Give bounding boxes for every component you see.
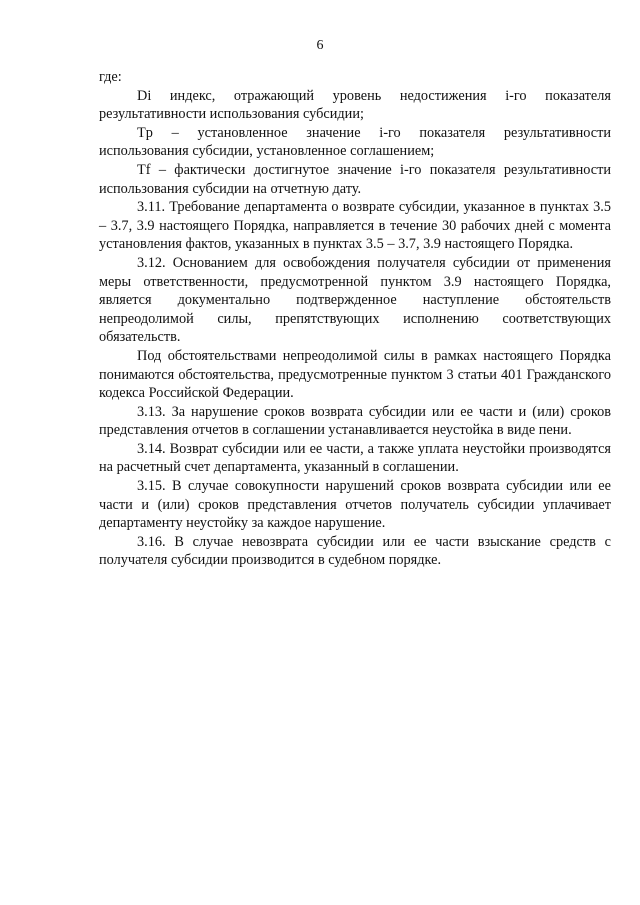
paragraph-3-15: 3.15. В случае совокупности нарушений сроков возврата субсидии или ее части и (или) сроков представления отчетов получатель субсидии уплачивает департаменту неустойку за каждое нарушение.	[99, 478, 611, 532]
page-number: 6	[316, 38, 324, 53]
paragraph-di-definition: Di индекс, отражающий уровень недостижения i-го показателя результативности использования субсидии;	[99, 87, 611, 123]
paragraph-3-11: 3.11. Требование департамента о возврате субсидии, указанное в пунктах 3.5 – 3.7, 3.9 настоящего Порядка, направляется в течение 30 рабочих дней с момента установления фактов, указанных в пунктах 3.5 – 3.7, 3.9 настоящего Порядка.	[99, 199, 611, 253]
paragraph-where: где:	[99, 69, 122, 85]
paragraph-tf-definition: Tf – фактически достигнутое значение i-го показателя результативности использования субсидии на отчетную дату.	[99, 161, 611, 197]
paragraph-3-16: 3.16. В случае невозврата субсидии или ее части взыскание средств с получателя субсидии производится в судебном порядке.	[99, 533, 611, 569]
document-body	[99, 68, 611, 570]
paragraph-force-majeure: Под обстоятельствами непреодолимой силы в рамках настоящего Порядка понимаются обстоятельства, предусмотренные пунктом 3 статьи 401 Гражданского кодекса Российской Федерации.	[99, 347, 611, 402]
paragraph-3-14: 3.14. Возврат субсидии или ее части, а также уплата неустойки производятся на расчетный счет департамента, указанный в соглашении.	[99, 440, 611, 476]
paragraph-tp-definition: Tp – установленное значение i-го показателя результативности использования субсидии, установленное соглашением;	[99, 124, 611, 160]
paragraph-3-12: 3.12. Основанием для освобождения получателя субсидии от применения меры ответственности, предусмотренной пунктом 3.9 настоящего Порядка, является документально подтвержденное наступление обстоятельств непреодолимой силы, препятствующих исполнению соответствующих обязательств.	[99, 254, 611, 346]
paragraph-3-13: 3.13. За нарушение сроков возврата субсидии или ее части и (или) сроков представления отчетов в соглашении устанавливается неустойка в виде пени.	[99, 403, 611, 439]
